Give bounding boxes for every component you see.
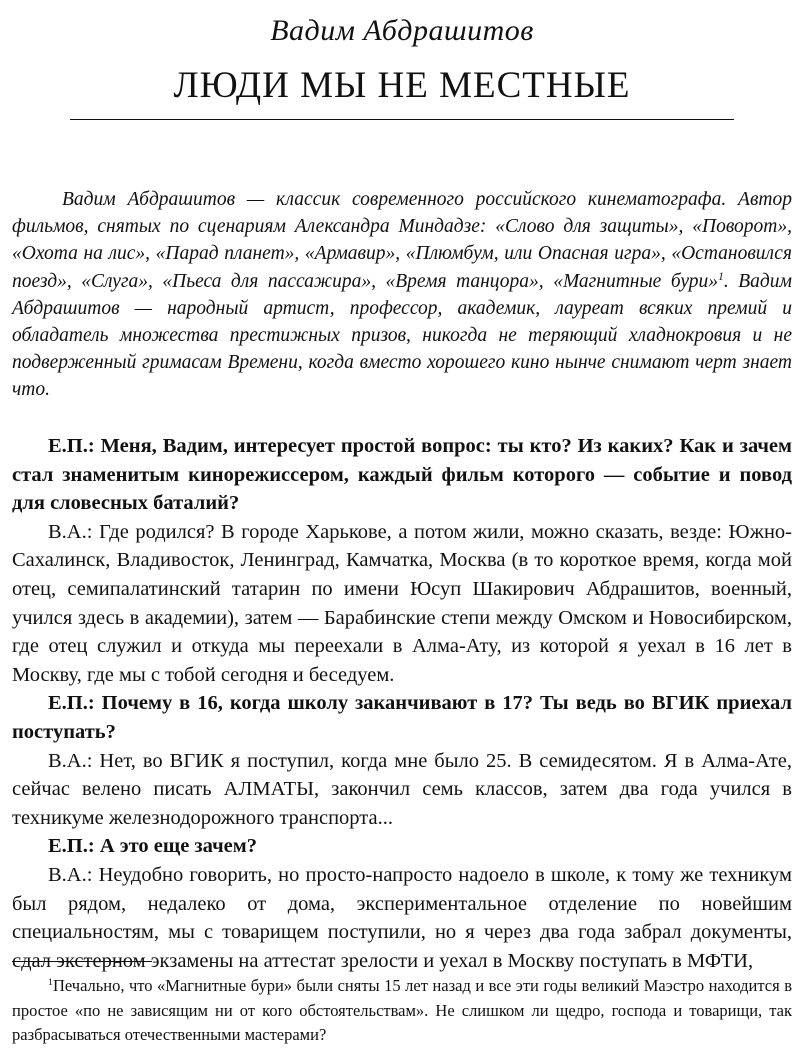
chapter-title: ЛЮДИ МЫ НЕ МЕСТНЫЕ: [173, 65, 631, 106]
footnote: [12, 974, 792, 1048]
question-paragraph: Е.П.: Почему в 16, когда школу заканчивают в 17? Ты ведь во ВГИК приехал поступать?: [12, 692, 792, 743]
footnote-reference[interactable]: 1: [718, 269, 724, 283]
title-divider: [70, 119, 734, 120]
footnote-text: Печально, что «Магнитные бури» были сняты 15 лет назад и все эти годы великий Маэстро находится в простое «по не зависящим ни от кого обстоятельствам». Не слишком ли щедро, господа и товарищи, так разбрасываться отечественными мастерами?: [12, 976, 792, 1044]
author-name: Вадим Абдрашитов: [270, 14, 534, 47]
footnote-mark: 1: [48, 977, 53, 989]
answer-paragraph: В.А.: Где родился? В городе Харькове, а потом жили, можно сказать, везде: Южно-Сахалинск, Владивосток, Ленинград, Камчатка, Москва (в то короткое время, когда мой отец, семипалатинский татарин по имени Юсуп Шакирович Абдрашитов, военный, учился здесь в академии), затем — Барабинские степи между Омском и Новосибирском, где отец служил и откуда мы переехали в Алма-Ату, из которой я уехал в 16 лет в Москву, где мы с тобой сегодня и беседуем.: [12, 520, 792, 686]
answer-paragraph: В.А.: Нет, во ВГИК я поступил, когда мне было 25. В семидесятом. Я в Алма-Ате, сейчас велено писать АЛМАТЫ, закончил семь классов, затем два года учился в техникуме железнодорожного транспорта...: [12, 749, 792, 829]
intro-text-continued: . Вадим Абдрашитов — народный артист, профессор, академик, лауреат всяких премий и обладатель множества престижных призов, никогда не теряющий хладнокровия и не подверженный гримасам Времени, когда вместо хорошего кино нынче снимают черт знает что.: [12, 270, 792, 401]
intro-paragraph: [12, 186, 792, 404]
interview-dialogue: [12, 432, 792, 975]
question-paragraph: Е.П.: Меня, Вадим, интересует простой вопрос: ты кто? Из каких? Как и зачем стал знаменитым кинорежиссером, каждый фильм которого — событие и повод для словесных баталий?: [12, 435, 792, 515]
answer-paragraph: В.А.: Неудобно говорить, но просто-напросто надоело в школе, к тому же техникум был рядом, недалеко от дома, экспериментальное отделение по новейшим специальностям, мы с товарищем поступили, но я через два года забрал документы, сдал экстерном экзамены на аттестат зрелости и уехал в Москву поступать в МФТИ,: [12, 863, 792, 972]
footnote-divider: [12, 961, 152, 962]
question-paragraph: Е.П.: А это еще зачем?: [48, 835, 257, 858]
intro-text: Вадим Абдрашитов — классик современного российского кинематографа. Автор фильмов, снятых по сценариям Александра Миндадзе: «Слово для защиты», «Поворот», «Охота на лис», «Парад планет», «Армавир», «Плюмбум, или Опасная игра», «Остановился поезд», «Слуга», «Пьеса для пассажира», «Время танцора», «Магнитные бури»: [12, 189, 792, 292]
